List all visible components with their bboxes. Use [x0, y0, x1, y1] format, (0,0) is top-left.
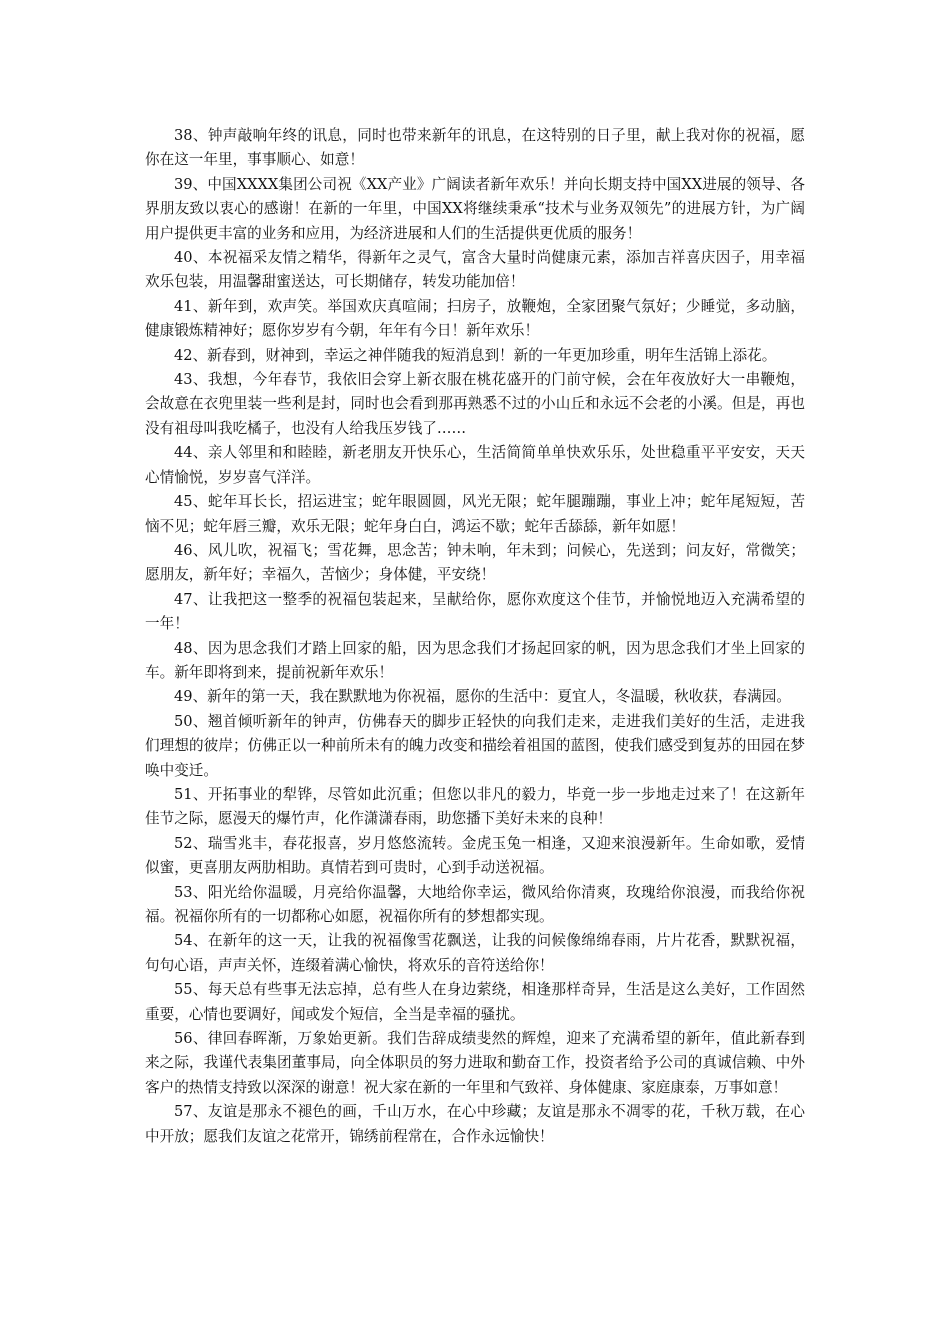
paragraph-57: 57、友谊是那永不褪色的画，千山万水，在心中珍藏；友谊是那永不凋零的花，千秋万载，在心中开放；愿我们友谊之花常开，锦绣前程常在，合作永远愉快！: [145, 1103, 805, 1145]
paragraph-50: 50、翘首倾听新年的钟声，仿佛春天的脚步正轻快的向我们走来，走进我们美好的生活，走进我们理想的彼岸；仿佛正以一种前所未有的魄力改变和描绘着祖国的蓝图，使我们感受到复苏的田园在梦唤中变迁。: [145, 712, 805, 779]
paragraph-47: 47、让我把这一整季的祝福包装起来，呈献给你，愿你欢度这个佳节，并愉悦地迈入充满希望的一年！: [145, 590, 805, 633]
paragraph-39: 39、中国XXXX集团公司祝《XX产业》广阔读者新年欢乐！并向长期支持中国XX进展的领导、各界朋友致以衷心的感谢！在新的一年里，中国XX将继续秉承“技术与业务双领先”的进展方针，为广阔用户提供更丰富的业务和应用，为经济进展和人们的生活提供更优质的服务！: [145, 175, 805, 242]
paragraph-46: 46、风儿吹，祝福飞；雪花舞，思念苦；钟未响，年未到；问候心，先送到；问友好，常微笑；愿朋友，新年好；幸福久，苦恼少；身体健，平安绕！: [145, 541, 805, 584]
paragraph-45: 45、蛇年耳长长，招运进宝；蛇年眼圆圆，风光无限；蛇年腿蹦蹦，事业上冲；蛇年尾短短，苦恼不见；蛇年唇三瓣，欢乐无限；蛇年身白白，鸿运不歇；蛇年舌舔舔，新年如愿！: [145, 493, 805, 535]
paragraph-38: 38、钟声敲响年终的讯息，同时也带来新年的讯息，在这特别的日子里，献上我对你的祝福，愿你在这一年里，事事顺心、如意！: [145, 127, 805, 169]
paragraph-43: 43、我想，今年春节，我依旧会穿上新衣服在桃花盛开的门前守候，会在年夜放好大一串鞭炮，会故意在衣兜里装一些利是封，同时也会看到那再熟悉不过的小山丘和永远不会老的小溪。但是，再也没有祖母叫我吃橘子，也没有人给我压岁钱了……: [145, 371, 805, 437]
paragraph-42: 42、新春到，财神到，幸运之神伴随我的短消息到！新的一年更加珍重，明年生活锦上添花。: [174, 346, 777, 364]
paragraph-54: 54、在新年的这一天，让我的祝福像雪花飘送，让我的问候像绵绵春雨，片片花香，默默祝福，句句心语，声声关怀，连缀着满心愉快，将欢乐的音符送给你！: [145, 932, 805, 974]
paragraph-48: 48、因为思念我们才踏上回家的船，因为思念我们才扬起回家的帆，因为思念我们才坐上回家的车。新年即将到来，提前祝新年欢乐！: [145, 639, 805, 681]
paragraph-56: 56、律回春晖渐，万象始更新。我们告辞成绩斐然的辉煌，迎来了充满希望的新年，值此新春到来之际，我谨代表集团董事局，向全体职员的努力进取和勤奋工作，投资者给予公司的真诚信赖、中外客户的热情支持致以深深的谢意！祝大家在新的一年里和气致祥、身体健康、家庭康泰，万事如意！: [145, 1030, 805, 1096]
document-body: [145, 124, 805, 1149]
paragraph-49: 49、新年的第一天，我在默默地为你祝福，愿你的生活中：夏宜人，冬温暖，秋收获，春满园。: [174, 688, 791, 706]
paragraph-44: 44、亲人邻里和和睦睦，新老朋友开快乐心，生活简简单单快欢乐乐，处世稳重平平安安，天天心情愉悦，岁岁喜气洋洋。: [145, 444, 805, 486]
paragraph-52: 52、瑞雪兆丰，春花报喜，岁月悠悠流转。金虎玉兔一相逢，又迎来浪漫新年。生命如歌，爱情似蜜，更喜朋友两肋相助。真情若到可贵时，心到手动送祝福。: [145, 834, 805, 877]
paragraph-40: 40、本祝福采友情之精华，得新年之灵气，富含大量时尚健康元素，添加吉祥喜庆因子，用幸福欢乐包装，用温馨甜蜜送达，可长期储存，转发功能加倍！: [145, 249, 805, 291]
paragraph-55: 55、每天总有些事无法忘掉，总有些人在身边萦绕，相逢那样奇异，生活是这么美好，工作固然重要，心情也要调好，闻或发个短信，全当是幸福的骚扰。: [145, 981, 805, 1023]
paragraph-41: 41、新年到，欢声笑。举国欢庆真喧闹；扫房子，放鞭炮，全家团聚气氛好；少睡觉，多动脑，健康锻炼精神好；愿你岁岁有今朝，年年有今日！新年欢乐！: [145, 297, 805, 340]
paragraph-51: 51、开拓事业的犁铧，尽管如此沉重；但您以非凡的毅力，毕竟一步一步地走过来了！在这新年佳节之际，愿漫天的爆竹声，化作潇潇春雨，助您播下美好未来的良种！: [145, 785, 805, 828]
paragraph-53: 53、阳光给你温暖，月亮给你温馨，大地给你幸运，微风给你清爽，玫瑰给你浪漫，而我给你祝福。祝福你所有的一切都称心如愿，祝福你所有的梦想都实现。: [145, 883, 805, 925]
